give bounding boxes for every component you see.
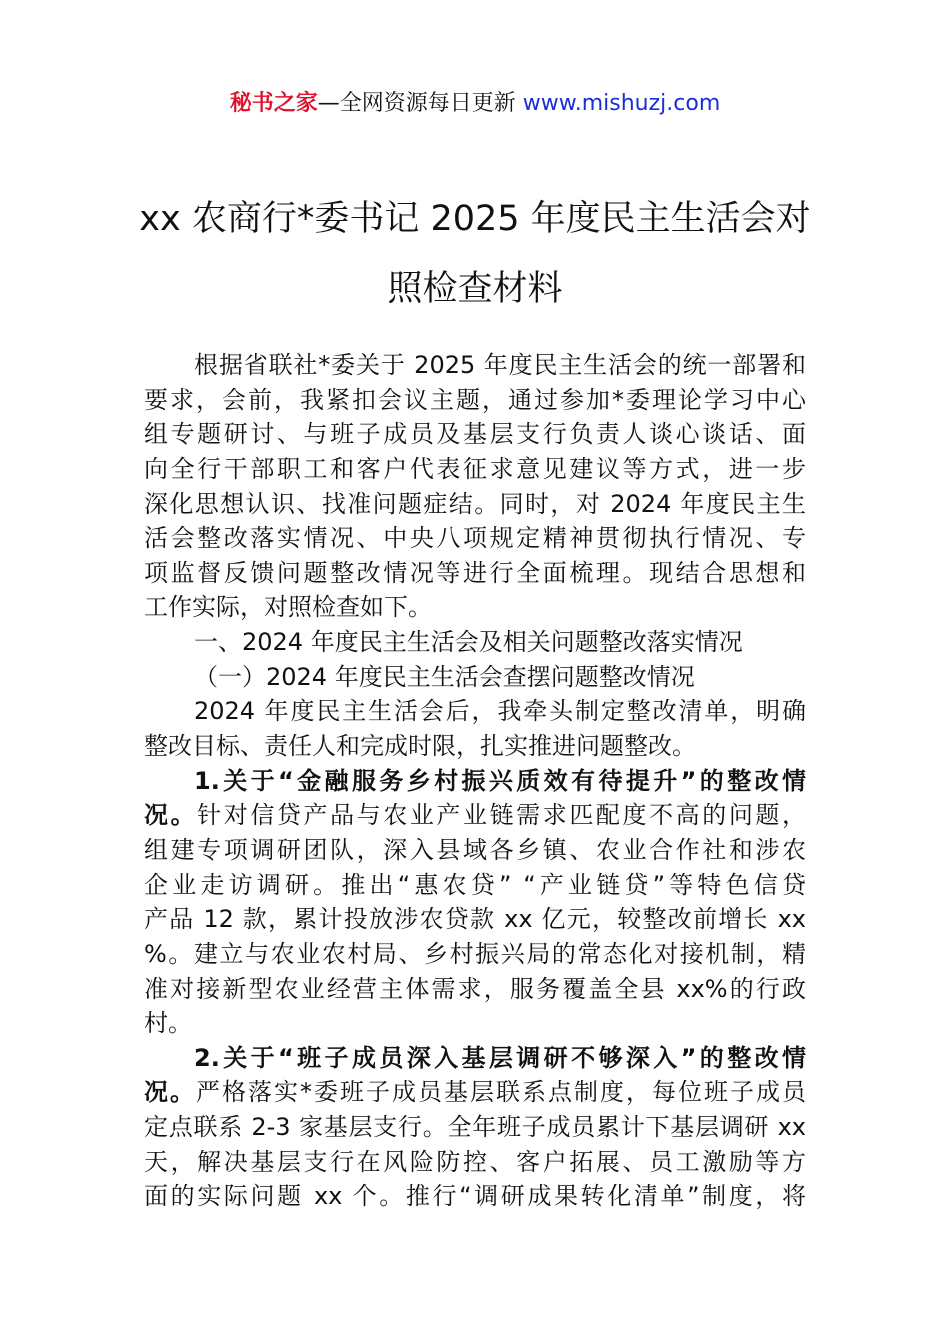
text-line: 2024 年度民主生活会后，我牵头制定整改清单，明确 xyxy=(194,697,806,726)
text-line: 项监督反馈问题整改情况等进行全面梳理。现结合思想和 xyxy=(144,558,806,587)
text-line: 组建专项调研团队，深入县域各乡镇、农业合作社和涉农 xyxy=(144,835,806,864)
paragraph-heading: 2.关于“班子成员深入基层调研不够深入”的整改情 xyxy=(194,1043,806,1072)
title-line-1: xx 农商行*委书记 2025 年度民主生活会对 xyxy=(139,199,811,239)
text-line: 组专题研讨、与班子成员及基层支行负责人谈心谈话、面 xyxy=(144,420,806,449)
text-row xyxy=(144,833,806,868)
paragraph xyxy=(144,660,806,695)
site-url[interactable]: www.mishuzj.com xyxy=(522,91,721,116)
text-line: 准对接新型农业经营主体需求，服务覆盖全县 xx%的行政 xyxy=(144,974,806,1003)
text-line: 严格落实*委班子成员基层联系点制度，每位班子成员 xyxy=(196,1078,806,1107)
text-row xyxy=(144,764,806,799)
text-line: （一）2024 年度民主生活会查摆问题整改情况 xyxy=(194,662,695,691)
text-line: 深化思想认识、找准问题症结。同时，对 2024 年度民主生 xyxy=(144,489,806,518)
paragraph-heading-tail: 况。 xyxy=(144,1078,196,1107)
text-row xyxy=(144,1041,806,1076)
text-row xyxy=(144,798,806,833)
paragraph xyxy=(144,348,806,625)
text-row xyxy=(144,1075,806,1110)
text-line: 向全行干部职工和客户代表征求意见建议等方式，进一步 xyxy=(144,454,806,483)
text-line: 要求，会前，我紧扣会议主题，通过参加*委理论学习中心 xyxy=(144,385,806,414)
text-line: 定点联系 2-3 家基层支行。全年班子成员累计下基层调研 xx xyxy=(144,1113,806,1142)
paragraph-heading-tail: 况。 xyxy=(144,801,198,830)
text-row xyxy=(144,868,806,903)
text-row xyxy=(144,1179,806,1214)
text-line: 村。 xyxy=(144,1009,192,1038)
text-line: 整改目标、责任人和完成时限，扎实推进问题整改。 xyxy=(144,732,696,761)
text-line: 针对信贷产品与农业产业链需求匹配度不高的问题， xyxy=(197,801,807,830)
site-header xyxy=(0,88,950,120)
text-row xyxy=(144,937,806,972)
text-line: 活会整改落实情况、中央八项规定精神贯彻执行情况、专 xyxy=(144,524,806,553)
text-line: 产品 12 款，累计投放涉农贷款 xx 亿元，较整改前增长 xx xyxy=(144,905,806,934)
text-row xyxy=(144,902,806,937)
paragraph xyxy=(144,625,806,660)
text-line: 工作实际，对照检查如下。 xyxy=(144,593,432,622)
text-row xyxy=(144,1145,806,1180)
text-line: 根据省联社*委关于 2025 年度民主生活会的统一部署和 xyxy=(194,351,806,379)
document-title xyxy=(100,184,850,324)
tagline: —全网资源每日更新 xyxy=(317,91,523,116)
text-line: 企业走访调研。推出“惠农贷” “产业链贷”等特色信贷 xyxy=(144,870,806,899)
paragraph xyxy=(144,764,806,1041)
brand-name: 秘书之家 xyxy=(229,91,318,116)
text-row xyxy=(144,972,806,1007)
text-row xyxy=(144,1006,806,1041)
text-line: 面的实际问题 xx 个。推行“调研成果转化清单”制度，将 xyxy=(144,1182,806,1211)
text-line: 天，解决基层支行在风险防控、客户拓展、员工激励等方 xyxy=(144,1147,806,1176)
text-line: 一、2024 年度民主生活会及相关问题整改落实情况 xyxy=(194,628,743,657)
paragraph xyxy=(144,1041,806,1214)
paragraph-heading: 1.关于“金融服务乡村振兴质效有待提升”的整改情 xyxy=(194,766,806,795)
text-row xyxy=(144,1110,806,1145)
title-line-2: 照检查材料 xyxy=(387,269,563,309)
document-body xyxy=(144,348,806,1214)
text-line: %。建立与农业农村局、乡村振兴局的常态化对接机制，精 xyxy=(144,939,806,968)
paragraph xyxy=(144,694,806,763)
